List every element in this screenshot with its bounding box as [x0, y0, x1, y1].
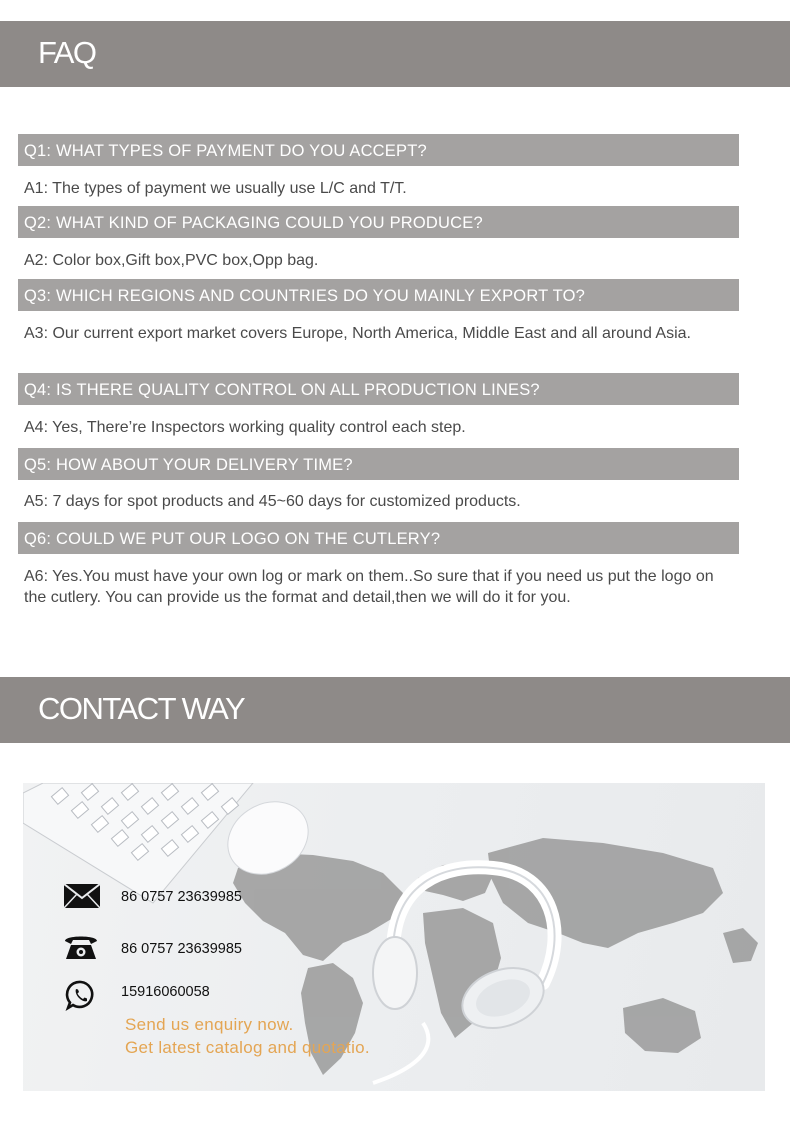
promo-line-2: Get latest catalog and quotatio.	[125, 1038, 370, 1057]
faq-answer-4: A4: Yes, There’re Inspectors working quality control each step.	[24, 419, 466, 436]
email-value: 86 0757 23639985	[121, 889, 242, 905]
faq-question-5[interactable]	[18, 448, 739, 480]
faq-header	[0, 21, 790, 87]
contact-header	[0, 677, 790, 743]
faq-answer-6: A6: Yes.You must have your own log or mark on them..So sure that if you need us put the logo on the cutlery. You can provide us the format and detail,then we will do it for you.	[24, 568, 714, 606]
faq-answer-3: A3: Our current export market covers Europe, North America, Middle East and all around Asia.	[24, 325, 691, 342]
faq-question-text: Q2: WHAT KIND OF PACKAGING COULD YOU PRODUCE?	[24, 214, 483, 232]
telephone-icon	[63, 933, 99, 966]
faq-question-4[interactable]	[18, 373, 739, 405]
faq-question-text: Q3: WHICH REGIONS AND COUNTRIES DO YOU MAINLY EXPORT TO?	[24, 287, 586, 305]
faq-answer-2: A2: Color box,Gift box,PVC box,Opp bag.	[24, 252, 319, 269]
whatsapp-value: 15916060058	[121, 984, 210, 1000]
contact-panel	[23, 783, 765, 1091]
whatsapp-icon	[65, 979, 97, 1016]
faq-question-2[interactable]	[18, 206, 739, 238]
faq-question-1[interactable]	[18, 134, 739, 166]
faq-question-text: Q6: COULD WE PUT OUR LOGO ON THE CUTLERY?	[24, 530, 441, 548]
faq-answer-1: A1: The types of payment we usually use L/C and T/T.	[24, 180, 407, 197]
envelope-icon	[63, 883, 101, 914]
promo-line-1: Send us enquiry now.	[125, 1015, 294, 1034]
phone-value: 86 0757 23639985	[121, 941, 242, 957]
faq-question-text: Q1: WHAT TYPES OF PAYMENT DO YOU ACCEPT?	[24, 142, 427, 160]
faq-question-text: Q5: HOW ABOUT YOUR DELIVERY TIME?	[24, 456, 353, 474]
faq-question-3[interactable]	[18, 279, 739, 311]
faq-title: FAQ	[38, 35, 96, 70]
faq-answer-5: A5: 7 days for spot products and 45~60 days for customized products.	[24, 493, 521, 510]
faq-question-6[interactable]	[18, 522, 739, 554]
contact-title: CONTACT WAY	[38, 691, 245, 726]
faq-question-text: Q4: IS THERE QUALITY CONTROL ON ALL PRODUCTION LINES?	[24, 381, 540, 399]
keyboard-graphic	[23, 783, 253, 903]
